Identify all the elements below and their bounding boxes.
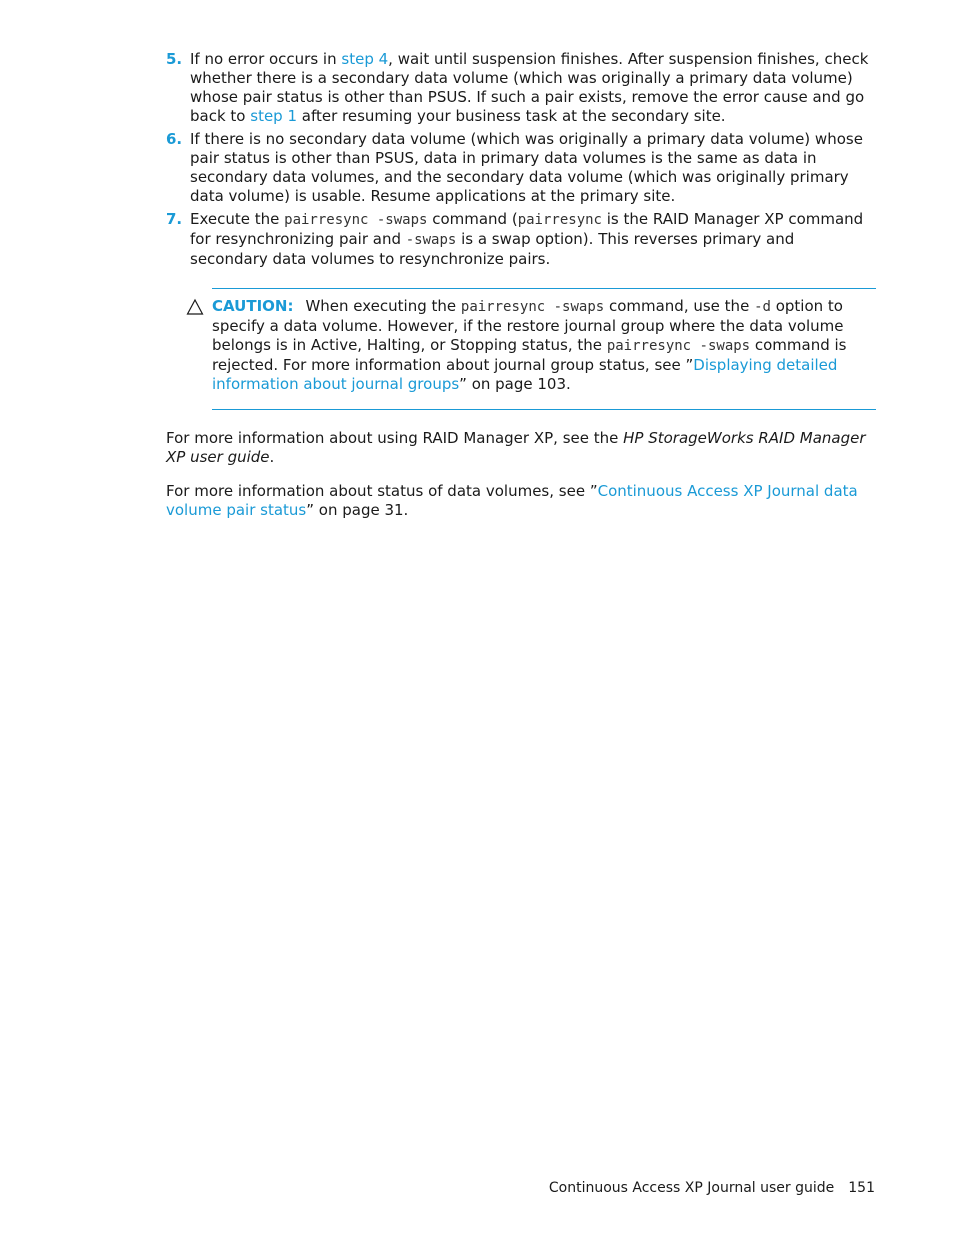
step-number: 7. — [166, 210, 183, 228]
caution-text: command is rejected. For more information about journal group status, see ” — [212, 336, 847, 374]
step-text: command ( — [427, 210, 518, 228]
step-text: is the RAID Manager XP command for resynchronizing pair and — [190, 210, 864, 248]
code-pairresync-swaps: pairresync -swaps — [606, 338, 751, 354]
step-text: Execute the — [190, 210, 285, 228]
paragraph-text: For more information about status of data volumes, see ” — [166, 482, 598, 500]
data-volume-status-paragraph — [166, 482, 876, 520]
caution-box — [212, 288, 876, 410]
step-number: 6. — [166, 130, 183, 148]
page-footer — [549, 1180, 875, 1196]
step-5 — [166, 50, 876, 126]
step-text: If no error occurs in — [190, 50, 342, 68]
step-7 — [166, 210, 876, 269]
caution-text: When executing the — [305, 297, 461, 315]
caution-label: CAUTION: — [212, 297, 294, 315]
caution-text: command, use the — [604, 297, 755, 315]
code-pairresync-swaps: pairresync -swaps — [284, 212, 428, 228]
step-text: If there is no secondary data volume (which was originally a primary data volume) whose pair status is other than PSUS, data in primary data volumes is the same as data in secondary data volumes, and the secondary data volume (which was originally primary data volume) is usable. Resume applications at the primary site. — [190, 130, 863, 205]
paragraph-text: For more information about using RAID Manager XP, see the — [166, 429, 624, 447]
caution-text: ” on page 103. — [459, 375, 571, 393]
step-text: is a swap option). This reverses primary and secondary data volumes to resynchronize pairs. — [190, 230, 795, 268]
caution-text: option to specify a data volume. However, if the restore journal group where the data volume belongs is in Active, Halting, or Stopping status, the — [212, 297, 844, 354]
paragraph-text: ” on page 31. — [306, 501, 409, 519]
paragraph-text: . — [269, 448, 275, 466]
code-pairresync-swaps: pairresync -swaps — [460, 299, 605, 315]
code-d-option: -d — [754, 299, 771, 315]
code-swaps: -swaps — [405, 232, 457, 248]
raid-manager-paragraph — [166, 429, 876, 467]
caution-triangle-icon — [186, 298, 204, 316]
step-text: after resuming your business task at the secondary site. — [297, 107, 726, 125]
step-number: 5. — [166, 50, 183, 68]
step-1-link[interactable]: step 1 — [250, 107, 298, 125]
step-4-link[interactable]: step 4 — [341, 50, 389, 68]
journal-groups-link[interactable]: Displaying detailed information about journal groups — [212, 356, 838, 393]
guide-title: HP StorageWorks RAID Manager XP user guide — [166, 429, 866, 466]
step-6 — [166, 130, 876, 206]
step-text: , wait until suspension finishes. After suspension finishes, check whether there is a secondary data volume (which was originally a primary data volume) whose pair status is other than PSUS. If such a pair exists, remove the error cause and go back to — [190, 50, 869, 125]
code-pairresync: pairresync — [517, 212, 602, 228]
footer-title: Continuous Access XP Journal user guide — [548, 1180, 835, 1196]
pair-status-link[interactable]: Continuous Access XP Journal data volume pair status — [166, 482, 858, 519]
page-number: 151 — [848, 1180, 875, 1196]
document-body — [166, 50, 876, 535]
